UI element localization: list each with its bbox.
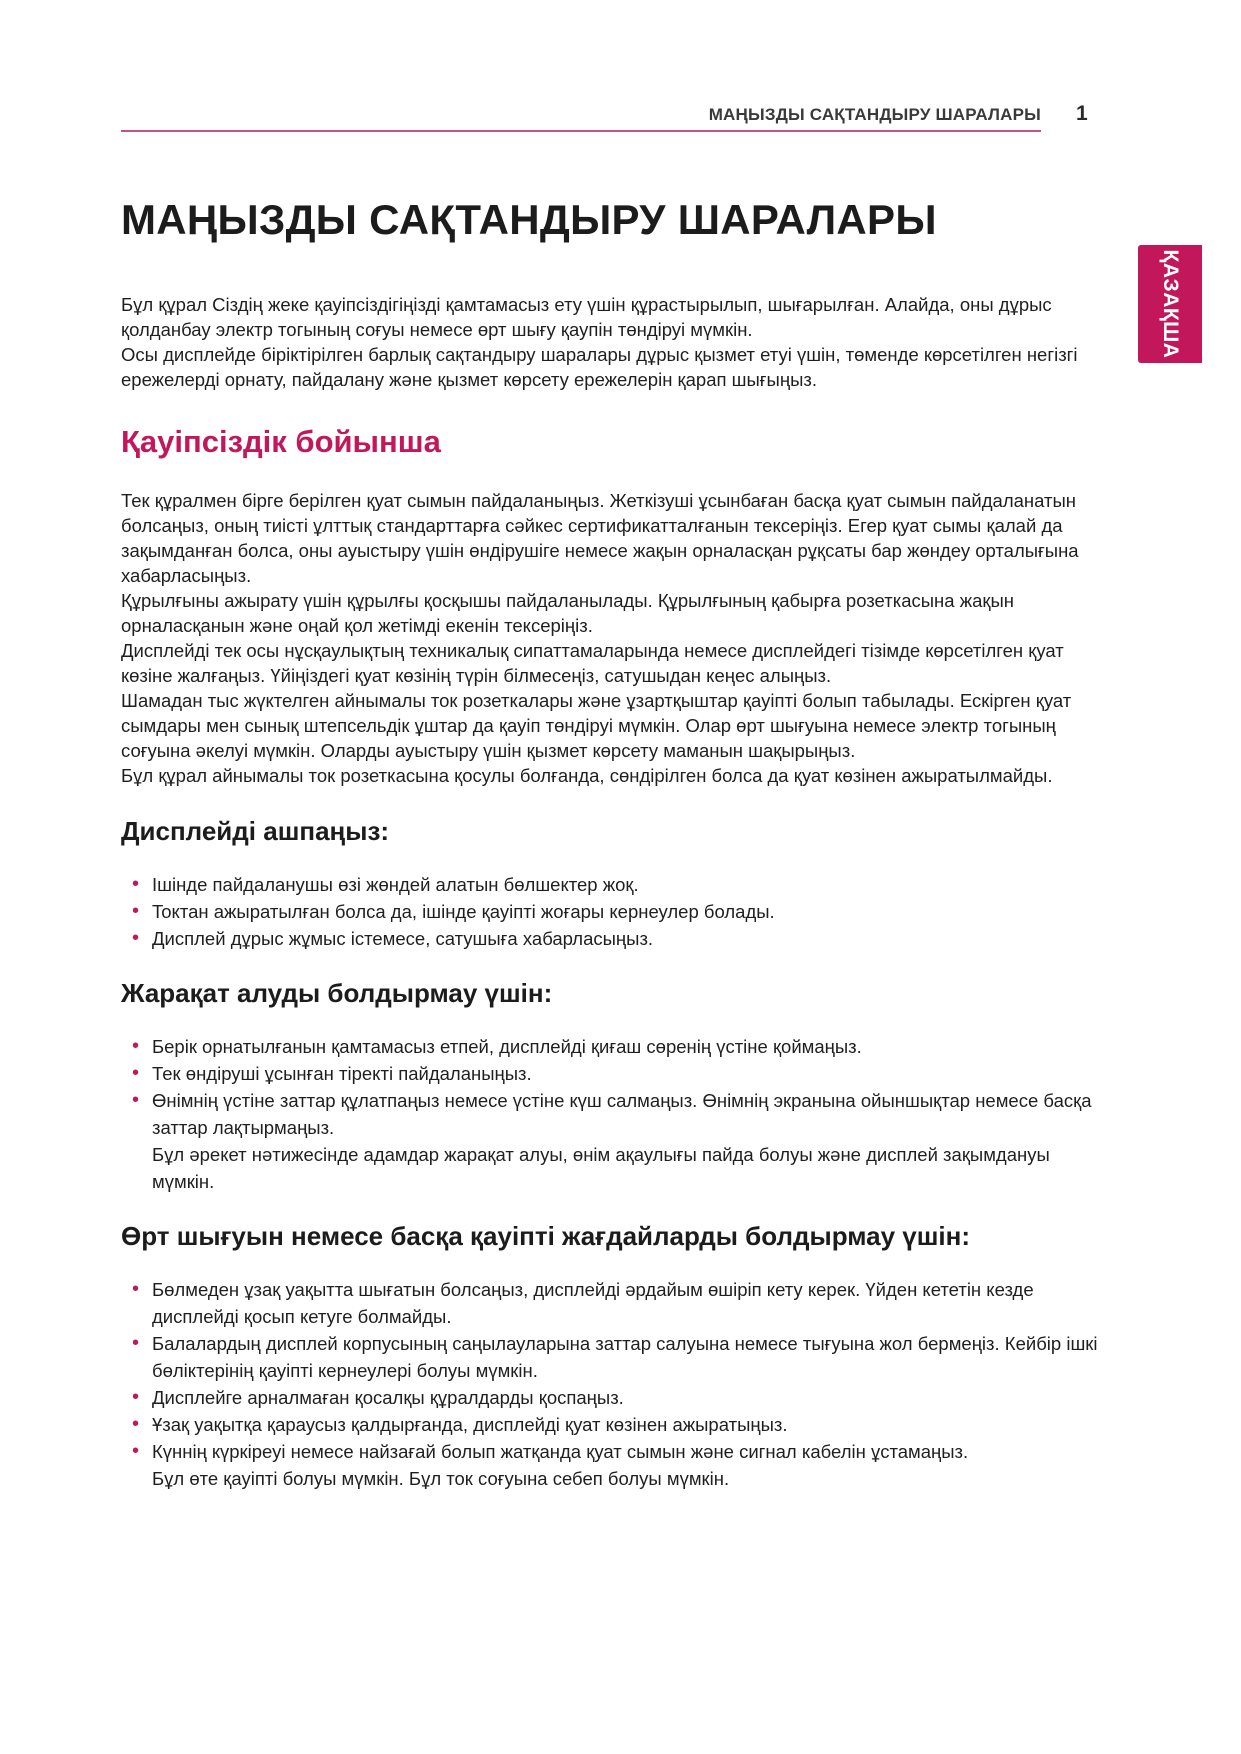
- disassembly-list: [121, 871, 1107, 952]
- safety-paragraph: Дисплейді тек осы нұсқаулықтың техникалық сипаттамаларында немесе дисплейдегі тізімде көрсетілген қуат көзіне жалғаңыз. Үйіңіздегі қуат көзінің түрін білмесеңіз, сатушыдан кеңес алыңыз.: [121, 640, 1064, 686]
- running-header-title: МАҢЫЗДЫ САҚТАНДЫРУ ШАРАЛАРЫ: [708, 105, 1041, 124]
- disassembly-heading: Дисплейді ашпаңыз:: [121, 816, 390, 846]
- list-item: • Дисплейге арналмаған қосалқы құралдарды қоспаңыз.: [152, 1384, 1107, 1411]
- injury-list: [121, 1033, 1107, 1195]
- intro-section: [121, 292, 1107, 392]
- header-divider: [121, 130, 1041, 132]
- safety-paragraph: Бұл құрал айнымалы ток розеткасына қосулы болғанда, сөндірілген болса да қуат көзінен ажыратылмайды.: [121, 765, 1053, 786]
- intro-paragraph: Осы дисплейде біріктірілген барлық сақтандыру шаралары дұрыс қызмет етуі үшін, төменде көрсетілген негізгі ережелерді орнату, пайдалану және қызмет көрсету ережелерін қарап шығыңыз.: [121, 344, 1078, 390]
- fire-heading: Өрт шығуын немесе басқа қауіпті жағдайларды болдырмау үшін:: [121, 1221, 970, 1251]
- safety-paragraph: Тек құралмен бірге берілген қуат сымын пайдаланыңыз. Жеткізуші ұсынбаған басқа қуат сымын пайдаланатын болсаңыз, оның тиісті ұлттық стандарттарға сәйкес сертификатталғанын тексеріңіз. Егер қуат сымы қалай да зақымданған болса, оны ауыстыру үшін өндірушіге немесе жақын орналасқан рұқсаты бар жөндеу орталығына хабарласыңыз.: [121, 490, 1079, 586]
- safety-paragraph: Құрылғыны ажырату үшін құрылғы қосқышы пайдаланылады. Құрылғының қабырға розеткасына жақын орналасқанын және оңай қол жетімді екенін тексеріңіз.: [121, 590, 1014, 636]
- language-tab-label: ҚАЗАҚША: [1159, 249, 1182, 359]
- main-content: [121, 196, 1107, 1492]
- list-item: • Бөлмеден ұзақ уақытта шығатын болсаңыз, дисплейді әрдайым өшіріп кету керек. Үйден кететін кезде дисплейді қосып кетуге болмайды.: [152, 1276, 1107, 1330]
- list-item-text: • Күннің күркіреуі немесе найзағай болып жатқанда қуат сымын және сигнал кабелін ұстамаңыз.: [152, 1441, 969, 1462]
- fire-list: [121, 1276, 1107, 1492]
- injury-heading: Жарақат алуды болдырмау үшін:: [121, 978, 553, 1008]
- list-item: • Дисплей дұрыс жұмыс істемесе, сатушыға хабарласыңыз.: [152, 925, 1107, 952]
- safety-paragraph: Шамадан тыс жүктелген айнымалы ток розеткалары және ұзартқыштар қауіпті болып табылады. Ескірген қуат сымдары мен сынық штепсельдік ұштар да қауіп төндіруі мүмкін. Олар өрт шығуына немесе электр тогының соғуына әкелуі мүмкін. Оларды ауыстыру үшін қызмет көрсету маманын шақырыңыз.: [121, 690, 1072, 761]
- list-item: [152, 1087, 1107, 1195]
- list-item-text: • Өнімнің үстіне заттар құлатпаңыз немесе үстіне күш салмаңыз. Өнімнің экранына ойыншықтар немесе басқа заттар лақтырмаңыз.: [152, 1090, 1092, 1138]
- page-number: 1: [1076, 102, 1088, 125]
- list-item-note: Бұл өте қауіпті болуы мүмкін. Бұл ток соғуына себеп болуы мүмкін.: [152, 1468, 730, 1489]
- intro-paragraph: Бұл құрал Сіздің жеке қауіпсіздігіңізді қамтамасыз ету үшін құрастырылып, шығарылған. Алайда, оны дұрыс қолданбау электр тогының соғуы немесе өрт шығу қаупін төндіруі мүмкін.: [121, 294, 1052, 340]
- language-tab: [1138, 245, 1202, 363]
- list-item: • Ұзақ уақытқа қараусыз қалдырғанда, дисплейді қуат көзінен ажыратыңыз.: [152, 1411, 1107, 1438]
- safety-section: [121, 488, 1107, 788]
- list-item: • Берік орнатылғанын қамтамасыз етпей, дисплейді қиғаш сөренің үстіне қоймаңыз.: [152, 1033, 1107, 1060]
- list-item: • Ішінде пайдаланушы өзі жөндей алатын бөлшектер жоқ.: [152, 871, 1107, 898]
- page-title: МАҢЫЗДЫ САҚТАНДЫРУ ШАРАЛАРЫ: [121, 196, 937, 243]
- list-item-note: Бұл әрекет нәтижесінде адамдар жарақат алуы, өнім ақаулығы пайда болуы және дисплей зақымдануы мүмкін.: [152, 1144, 1050, 1192]
- list-item: • Балалардың дисплей корпусының саңылауларына заттар салуына немесе тығуына жол бермеңіз. Кейбір ішкі бөліктерінің қауіпті кернеулері болуы мүмкін.: [152, 1330, 1107, 1384]
- list-item: [152, 1438, 1107, 1492]
- list-item: • Toктан ажыратылған болса да, ішінде қауіпті жоғары кернеулер болады.: [152, 898, 1107, 925]
- list-item: • Тек өндіруші ұсынған тіректі пайдаланыңыз.: [152, 1060, 1107, 1087]
- safety-heading: Қауіпсіздік бойынша: [121, 424, 441, 459]
